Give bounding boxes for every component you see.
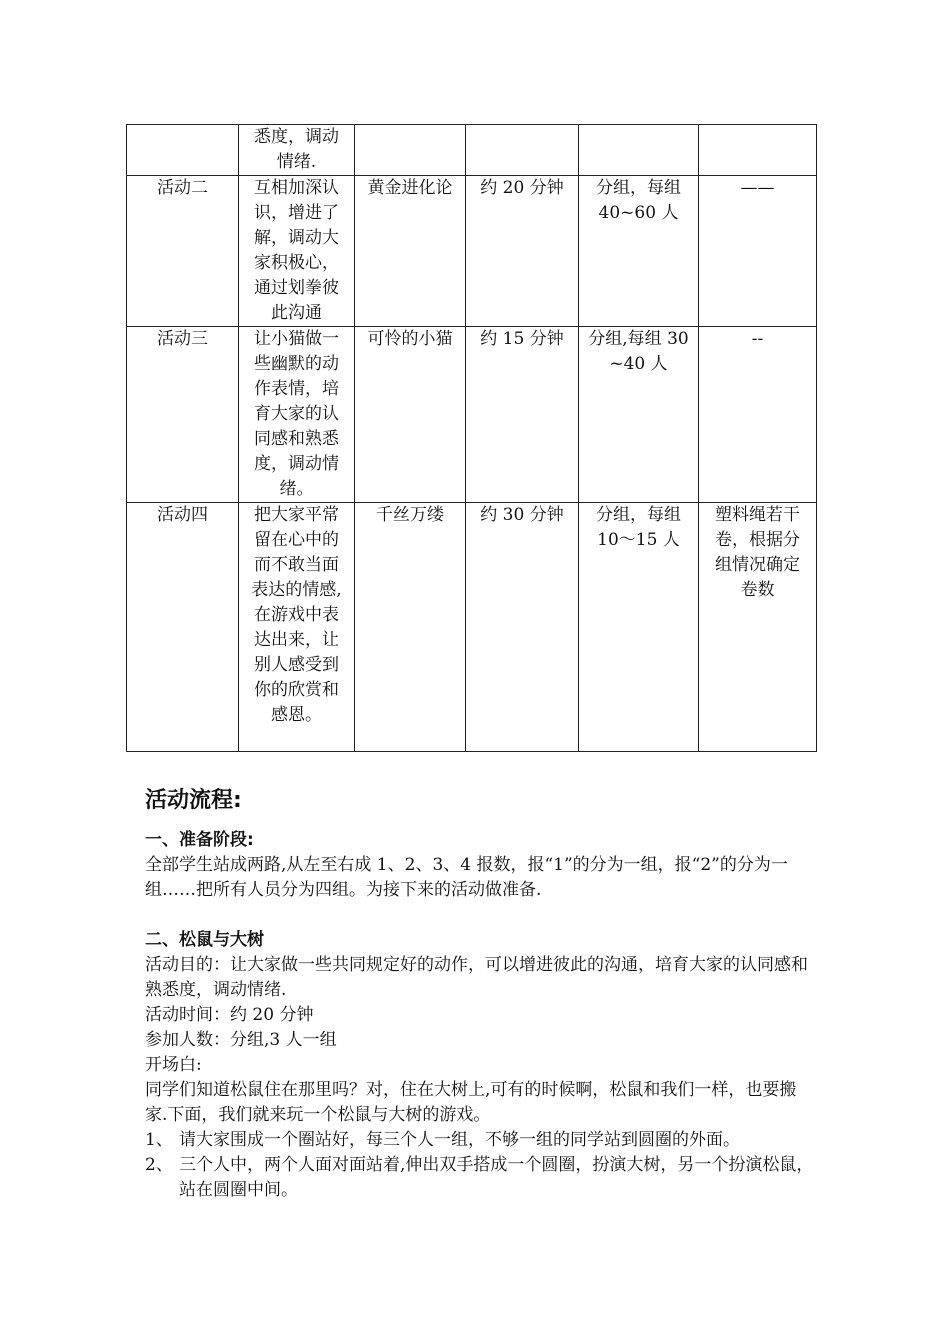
activity-table xyxy=(126,124,817,752)
opening-text: 同学们知道松鼠住在那里吗？对，住在大树上,可有的时候啊，松鼠和我们一样，也要搬家.下面，我们就来玩一个松鼠与大树的游戏。 xyxy=(145,1080,797,1125)
list-item-number: 2、 xyxy=(145,1155,173,1175)
preparation-text: 全部学生站成两路,从左至右成 1、2、3、4 报数，报“1”的分为一组，报“2”的分为一组……把所有人员分为四组。为接下来的活动做准备. xyxy=(145,855,788,900)
activity-time-cell: 约 15 分钟 xyxy=(466,327,579,503)
flow-title: 活动流程: xyxy=(145,788,242,813)
activity-materials-cell: -- xyxy=(699,327,817,503)
activity-name-cell: 活动四 xyxy=(127,503,239,752)
activity-time-cell xyxy=(466,125,579,176)
list-item-number: 1、 xyxy=(145,1130,173,1150)
list-item-text: 请大家围成一个圈站好，每三个人一组，不够一组的同学站到圆圈的外面。 xyxy=(179,1130,740,1150)
activity-purpose-cell: 让小猫做一些幽默的动作表情，培育大家的认同感和熟悉度，调动情绪。 xyxy=(239,327,355,503)
activity-name-cell xyxy=(127,125,239,176)
activity-people-cell: 分组，每组 10～15 人 xyxy=(579,503,699,752)
activity-purpose-cell: 把大家平常留在心中的而不敢当面表达的情感,在游戏中表达出来，让别人感受到你的欣赏和感恩。 xyxy=(239,503,355,752)
activity-game-cell xyxy=(355,125,466,176)
section-heading-squirrel-tree: 二、松鼠与大树 xyxy=(145,930,264,950)
table-row xyxy=(127,503,817,752)
table-row xyxy=(127,176,817,327)
activity-game-cell: 黄金进化论 xyxy=(355,176,466,327)
activity-time-cell: 约 20 分钟 xyxy=(466,176,579,327)
activity-purpose-text: 活动目的：让大家做一些共同规定好的动作，可以增进彼此的沟通，培育大家的认同感和熟悉度，调动情绪. xyxy=(145,955,808,1000)
activity-people-cell: 分组，每组 40~60 人 xyxy=(579,176,699,327)
activity-purpose-cell: 互相加深认识，增进了解，调动大家积极心，通过划拳彼此沟通 xyxy=(239,176,355,327)
activity-materials-cell: —— xyxy=(699,176,817,327)
activity-name-cell: 活动二 xyxy=(127,176,239,327)
activity-game-cell: 千丝万缕 xyxy=(355,503,466,752)
activity-people-text: 参加人数：分组,3 人一组 xyxy=(145,1030,337,1050)
activity-people-cell xyxy=(579,125,699,176)
table-row xyxy=(127,327,817,503)
opening-label: 开场白: xyxy=(145,1055,202,1075)
activity-time-cell: 约 30 分钟 xyxy=(466,503,579,752)
list-item xyxy=(145,1153,815,1203)
section-heading-preparation: 一、准备阶段: xyxy=(145,830,254,850)
activity-time-text: 活动时间：约 20 分钟 xyxy=(145,1005,314,1025)
activity-people-cell: 分组,每组 30~40 人 xyxy=(579,327,699,503)
activity-game-cell: 可怜的小猫 xyxy=(355,327,466,503)
table-row xyxy=(127,125,817,176)
list-item xyxy=(145,1128,815,1153)
activity-materials-cell: 塑料绳若干卷，根据分组情况确定卷数 xyxy=(699,503,817,752)
activity-name-cell: 活动三 xyxy=(127,327,239,503)
activity-materials-cell xyxy=(699,125,817,176)
activity-flow-section xyxy=(145,786,815,1203)
activity-purpose-cell: 悉度，调动情绪. xyxy=(239,125,355,176)
list-item-text: 三个人中，两个人面对面站着,伸出双手搭成一个圆圈，扮演大树，另一个扮演松鼠，站在圆圈中间。 xyxy=(179,1155,814,1200)
